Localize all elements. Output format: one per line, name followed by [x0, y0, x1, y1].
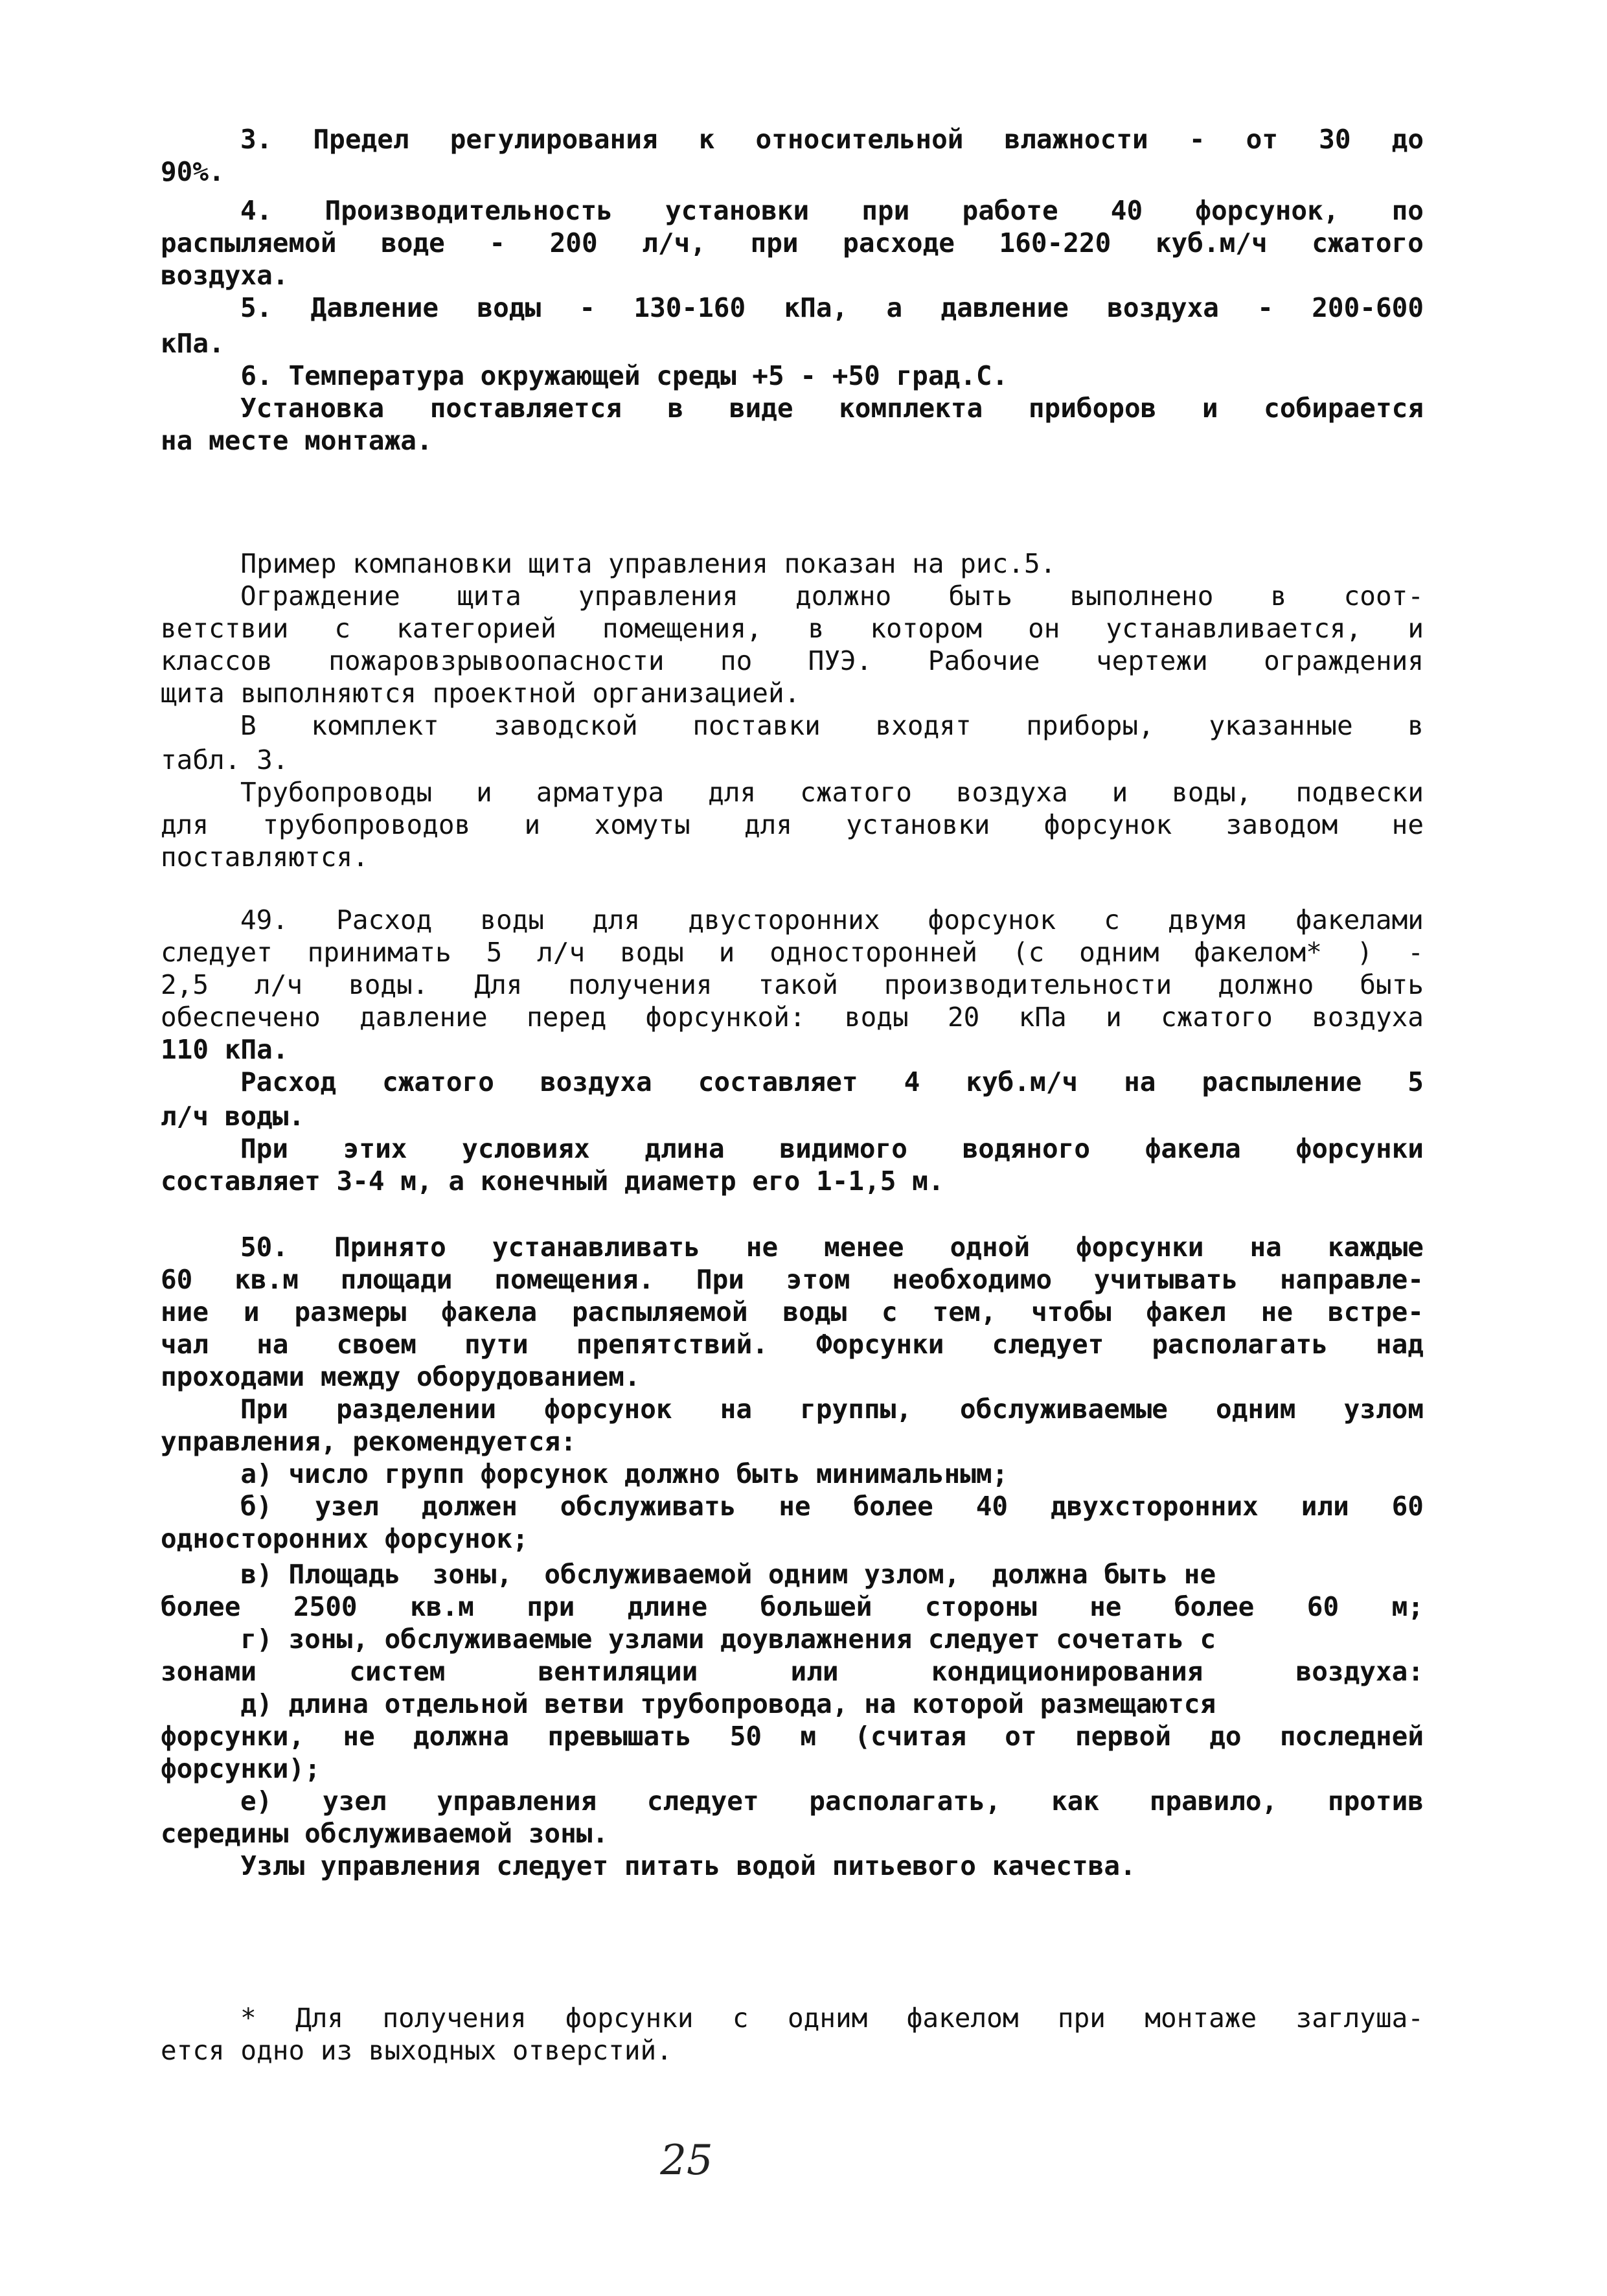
text-line: д) длина отдельной ветви трубопровода, на которой размещаются — [161, 1688, 1216, 1719]
text-line: Трубопроводы и арматура для сжатого воздуха и воды, подвески — [240, 777, 1424, 808]
text-line: обеспечено давление перед форсункой: воды 20 кПа и сжатого воздуха — [161, 1002, 1424, 1033]
text-line: поставляются. — [161, 842, 369, 873]
text-line: Расход сжатого воздуха составляет 4 куб.м/ч на распыление 5 — [240, 1066, 1424, 1097]
text-line: форсунки, не должна превышать 50 м (считая от первой до последней — [161, 1721, 1424, 1752]
text-line: классов пожаровзрывоопасности по ПУЭ. Рабочие чертежи ограждения — [161, 645, 1424, 676]
text-line: 4. Производительность установки при работе 40 форсунок, по — [240, 195, 1424, 226]
text-line: 3. Предел регулирования к относительной влажности - от 30 до — [240, 124, 1424, 155]
text-line: односторонних форсунок; — [161, 1523, 529, 1554]
text-line: кПа. — [161, 328, 225, 359]
text-line: ние и размеры факела распыляемой воды с тем, чтобы факел не встре- — [161, 1296, 1424, 1327]
text-line: проходами между оборудованием. — [161, 1361, 641, 1392]
text-line: * Для получения форсунки с одним факелом при монтаже заглуша- — [240, 2003, 1424, 2034]
text-line: При этих условиях длина видимого водяного факела форсунки — [240, 1133, 1424, 1164]
text-line: для трубопроводов и хомуты для установки форсунок заводом не — [161, 809, 1424, 840]
text-line: 90%. — [161, 156, 225, 187]
text-line: ется одно из выходных отверстий. — [161, 2035, 672, 2066]
text-line: г) зоны, обслуживаемые узлами доувлажнения следует сочетать с — [161, 1624, 1216, 1655]
text-line: форсунки); — [161, 1753, 321, 1784]
text-line: 5. Давление воды - 130-160 кПа, а давление воздуха - 200-600 — [240, 292, 1424, 323]
text-line: следует принимать 5 л/ч воды и односторонней (с одним факелом* ) - — [161, 937, 1424, 968]
text-line: составляет 3-4 м, а конечный диаметр его 1-1,5 м. — [161, 1165, 944, 1197]
text-line: В комплект заводской поставки входят приборы, указанные в — [240, 710, 1424, 741]
text-line: распыляемой воде - 200 л/ч, при расходе 160-220 куб.м/ч сжатого — [161, 227, 1424, 258]
text-line: Ограждение щита управления должно быть выполнено в соот- — [240, 580, 1424, 612]
text-line: на месте монтажа. — [161, 425, 433, 456]
text-line: 6. Температура окружающей среды +5 - +50 град.С. — [161, 360, 1009, 391]
text-line: чал на своем пути препятствий. Форсунки следует располагать над — [161, 1329, 1424, 1360]
text-line: 49. Расход воды для двусторонних форсунок с двумя факелами — [240, 904, 1424, 936]
text-line: 110 кПа. — [161, 1034, 289, 1065]
text-line: Установка поставляется в виде комплекта приборов и собирается — [240, 393, 1424, 424]
text-line: При разделении форсунок на группы, обслуживаемые одним узлом — [240, 1394, 1424, 1425]
text-line: 60 кв.м площади помещения. При этом необходимо учитывать направле- — [161, 1264, 1424, 1295]
text-line: Узлы управления следует питать водой питьевого качества. — [161, 1850, 1136, 1881]
text-line: управления, рекомендуется: — [161, 1426, 576, 1457]
text-line: Пример компановки щита управления показан на рис.5. — [161, 548, 1056, 579]
text-line: середины обслуживаемой зоны. — [161, 1818, 609, 1849]
text-line: ветствии с категорией помещения, в котором он устанавливается, и — [161, 613, 1424, 644]
page-number: 25 — [660, 2137, 713, 2185]
text-line: более 2500 кв.м при длине большей стороны не более 60 м; — [161, 1591, 1424, 1622]
text-line: зонами систем вентиляции или кондиционирования воздуха: — [161, 1656, 1424, 1687]
text-line: 2,5 л/ч воды. Для получения такой производительности должно быть — [161, 969, 1424, 1000]
text-line: а) число групп форсунок должно быть минимальным; — [161, 1458, 1009, 1489]
text-line: щита выполняются проектной организацией. — [161, 678, 801, 709]
text-line: е) узел управления следует располагать, как правило, против — [240, 1785, 1424, 1817]
text-line: в) Площадь зоны, обслуживаемой одним узлом, должна быть не — [161, 1559, 1216, 1590]
text-line: л/ч воды. — [161, 1101, 305, 1132]
text-line: б) узел должен обслуживать не более 40 двухсторонних или 60 — [240, 1491, 1424, 1522]
text-line: воздуха. — [161, 260, 289, 291]
text-line: 50. Принято устанавливать не менее одной форсунки на каждые — [240, 1232, 1424, 1263]
text-line: табл. 3. — [161, 744, 289, 775]
